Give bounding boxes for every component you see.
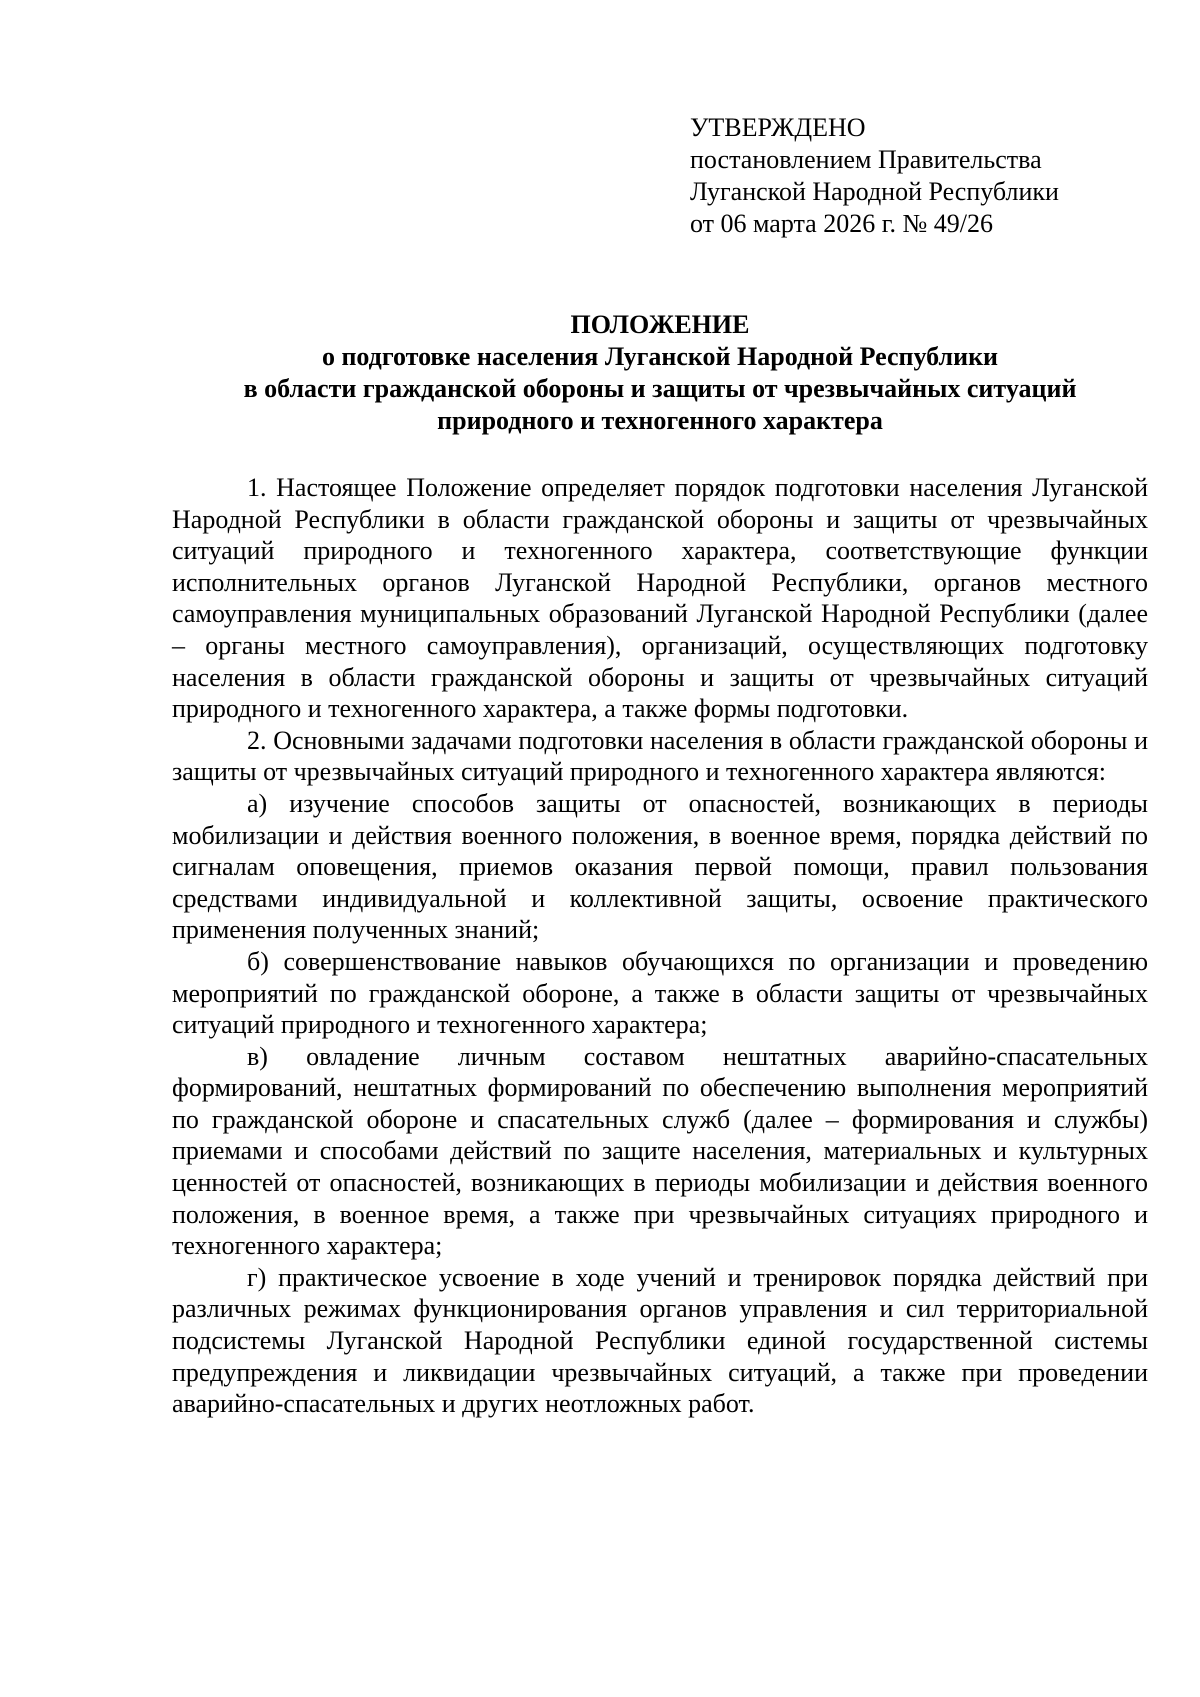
approval-title: УТВЕРЖДЕНО	[690, 113, 866, 142]
approval-government: Луганской Народной Республики	[690, 177, 1059, 206]
document-subtitle-line-1: о подготовке населения Луганской Народной Республики	[321, 342, 999, 371]
paragraph-2b: б) совершенствование навыков обучающихся по организации и проведению мероприятий по гражданской обороне, а также в области защиты от чрезвычайных ситуаций природного и техногенного характера;	[172, 946, 1148, 1040]
paragraph-2a: а) изучение способов защиты от опасностей, возникающих в периоды мобилизации и действия военного положения, в военное время, порядка действий по сигналам оповещения, приемов оказания первой помощи, правил пользования средствами индивидуальной и коллективной защиты, освоение практического применения полученных знаний;	[172, 788, 1148, 945]
paragraph-2g: г) практическое усвоение в ходе учений и тренировок порядка действий при различных режимах функционирования органов управления и сил территориальной подсистемы Луганской Народной Республики единой государственной системы предупреждения и ликвидации чрезвычайных ситуаций, а также при проведении аварийно-спасательных и других неотложных работ.	[172, 1262, 1148, 1419]
document-title: ПОЛОЖЕНИЕ	[570, 310, 750, 339]
approval-issuer: постановлением Правительства	[690, 145, 1042, 174]
paragraph-2v: в) овладение личным составом нештатных аварийно-спасательных формирований, нештатных формирований по обеспечению выполнения мероприятий по гражданской обороне и спасательных служб (далее – формирования и службы) приемами и способами действий по защите населения, материальных и культурных ценностей от опасностей, возникающих в периоды мобилизации и действия военного положения, в военное время, а также при чрезвычайных ситуациях природного и техногенного характера;	[172, 1041, 1148, 1261]
paragraph-2: 2. Основными задачами подготовки населения в области гражданской обороны и защиты от чрезвычайных ситуаций природного и техногенного характера являются:	[172, 725, 1148, 787]
document-heading	[172, 309, 1148, 437]
approval-date-number: от 06 марта 2026 г. № 49/26	[690, 209, 993, 238]
approval-stamp-block	[690, 112, 1130, 240]
document-body	[172, 472, 1148, 1420]
paragraph-1: 1. Настоящее Положение определяет порядок подготовки населения Луганской Народной Республики в области гражданской обороны и защиты от чрезвычайных ситуаций природного и техногенного характера, соответствующие функции исполнительных органов Луганской Народной Республики, органов местного самоуправления муниципальных образований Луганской Народной Республики (далее – органы местного самоуправления), организаций, осуществляющих подготовку населения в области гражданской обороны и защиты от чрезвычайных ситуаций природного и техногенного характера, а также формы подготовки.	[172, 473, 1148, 724]
document-subtitle-line-2: в области гражданской обороны и защиты от чрезвычайных ситуаций	[243, 374, 1077, 403]
document-subtitle-line-3: природного и техногенного характера	[437, 406, 883, 435]
